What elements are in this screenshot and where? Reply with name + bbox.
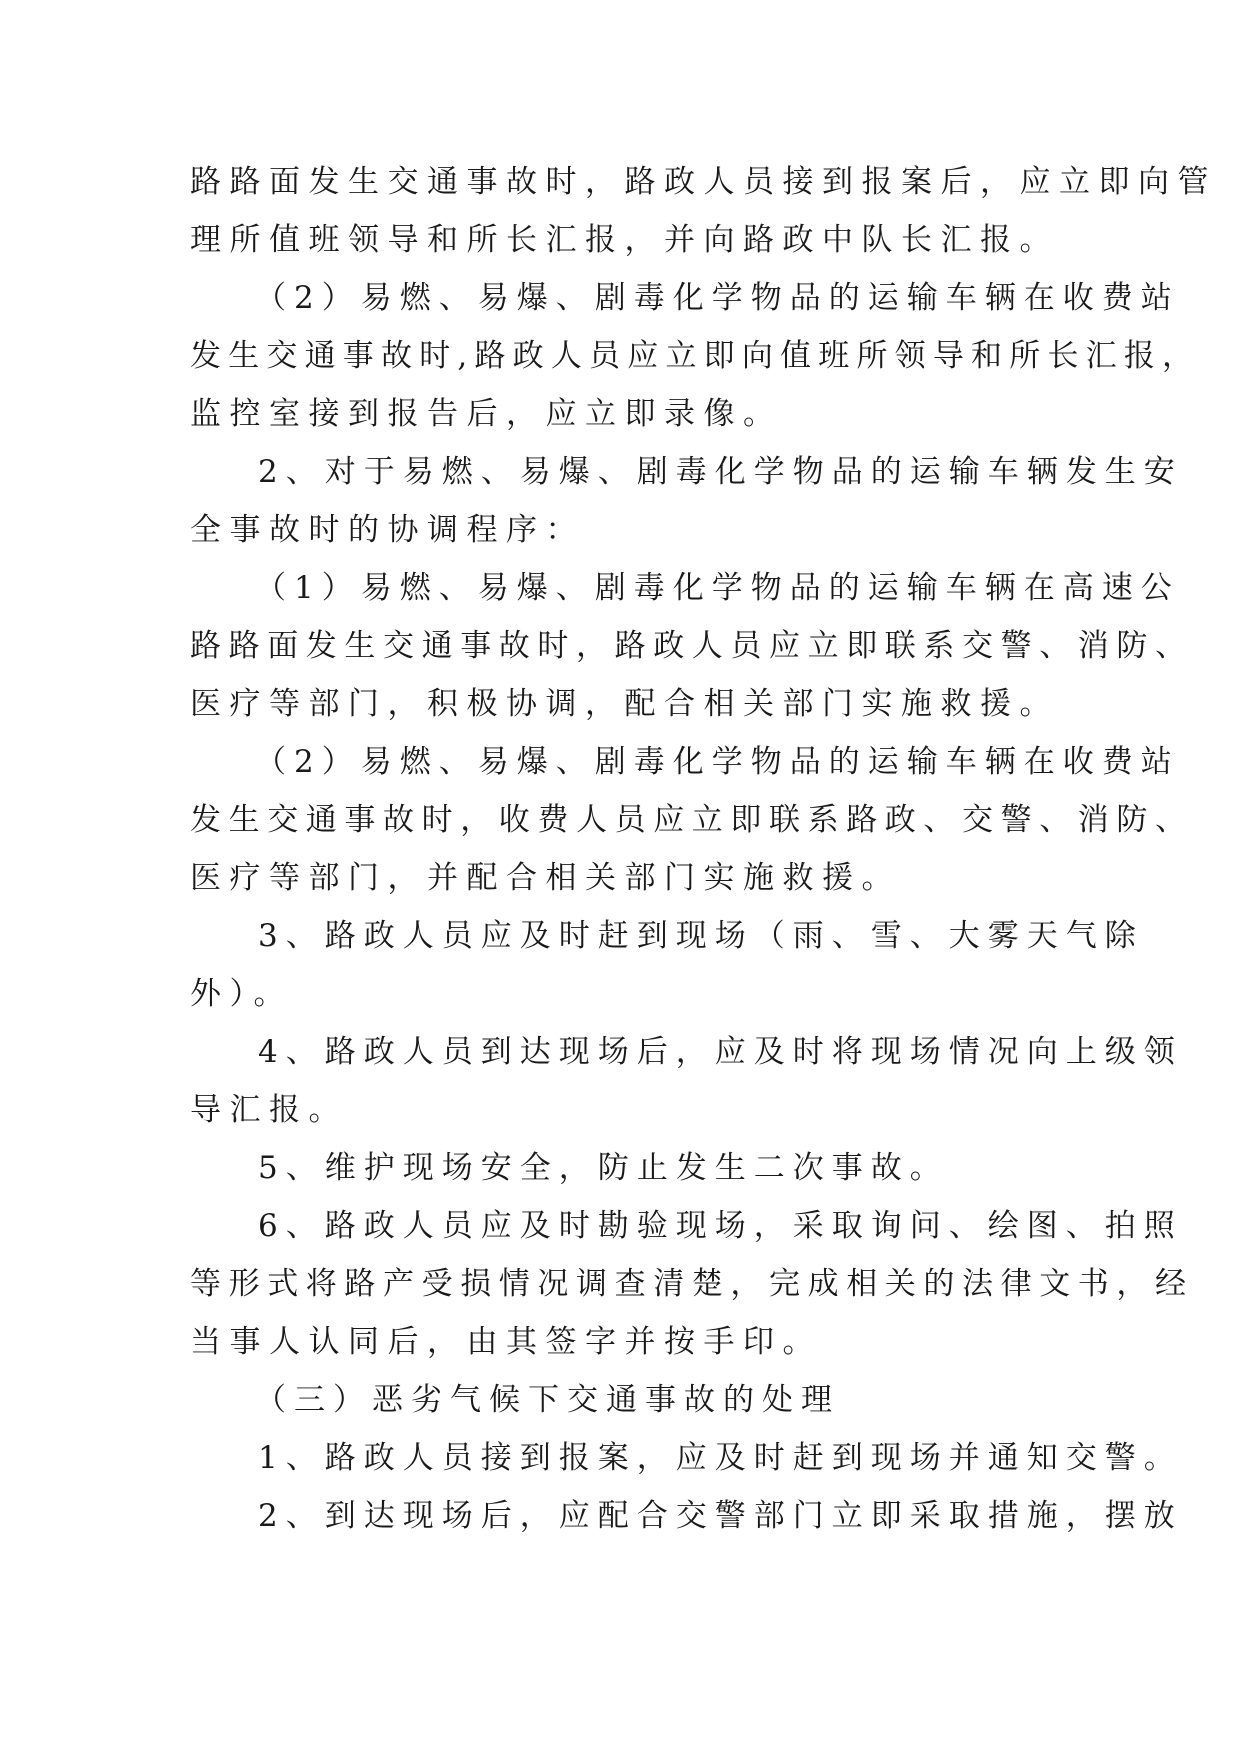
text-line: 理所值班领导和所长汇报，并向路政中队长汇报。	[190, 222, 1059, 258]
text-line: 4、路政人员到达现场后，应及时将现场情况向上级领	[258, 1034, 1183, 1070]
text-line: 当事人认同后，由其签字并按手印。	[190, 1324, 822, 1360]
text-line: 发生交通事故时，收费人员应立即联系路政、交警、消防、	[190, 802, 1194, 838]
section-heading: （三）恶劣气候下交通事故的处理	[255, 1382, 840, 1418]
text-line: 3、路政人员应及时赶到现场（雨、雪、大雾天气除	[258, 918, 1144, 954]
text-line: 医疗等部门，并配合相关部门实施救援。	[190, 860, 901, 896]
text-line: 5、维护现场安全，防止发生二次事故。	[258, 1150, 949, 1186]
text-line: 1、路政人员接到报案，应及时赶到现场并通知交警。	[258, 1440, 1183, 1476]
text-line: （1）易燃、易爆、剧毒化学物品的运输车辆在高速公	[255, 570, 1180, 606]
text-line: 导汇报。	[190, 1092, 348, 1128]
text-line: 医疗等部门，积极协调，配合相关部门实施救援。	[190, 686, 1059, 722]
text-line: 6、路政人员应及时勘验现场，采取询问、绘图、拍照	[258, 1208, 1183, 1244]
text-line: 路路面发生交通事故时，路政人员接到报案后，应立即向管	[190, 164, 1217, 200]
text-line: 外）。	[190, 976, 293, 1012]
text-line: （2）易燃、易爆、剧毒化学物品的运输车辆在收费站	[255, 744, 1180, 780]
text-line: （2）易燃、易爆、剧毒化学物品的运输车辆在收费站	[255, 280, 1180, 316]
text-line: 等形式将路产受损情况调查清楚，完成相关的法律文书，经	[190, 1266, 1194, 1302]
text-line: 发生交通事故时,路政人员应立即向值班所领导和所长汇报，	[190, 338, 1201, 374]
text-line: 2、对于易燃、易爆、剧毒化学物品的运输车辆发生安	[258, 454, 1183, 490]
text-line: 2、到达现场后，应配合交警部门立即采取措施，摆放	[258, 1498, 1183, 1534]
text-line: 全事故时的协调程序：	[190, 512, 585, 548]
text-line: 路路面发生交通事故时，路政人员应立即联系交警、消防、	[190, 628, 1194, 664]
text-line: 监控室接到报告后，应立即录像。	[190, 396, 783, 432]
